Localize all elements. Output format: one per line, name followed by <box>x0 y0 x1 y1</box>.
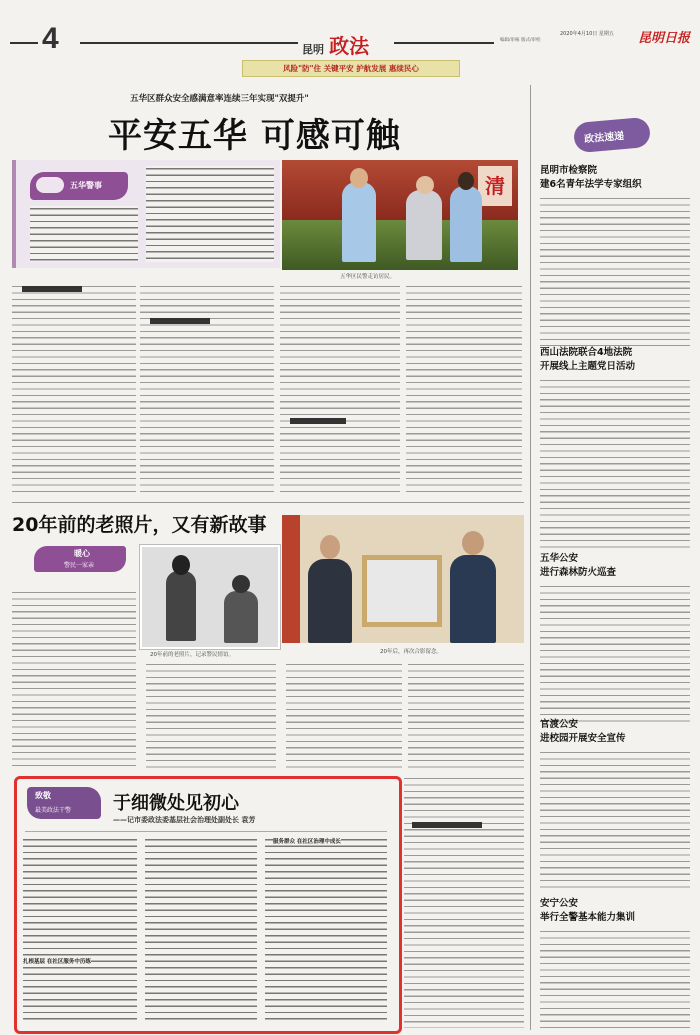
new-photo <box>282 515 524 643</box>
editor-line: 编辑/审核 版式/审校 <box>500 38 541 43</box>
lead-body-col-3 <box>280 284 400 494</box>
masthead-rule-left <box>10 42 38 44</box>
feature-headline: 于细微处见初心 <box>113 793 239 814</box>
photo-story-body-col-2 <box>146 662 276 768</box>
sidebar-story-1-title-a: 昆明市检察院 <box>540 165 598 176</box>
badge-swirl-icon <box>36 177 64 193</box>
new-photo-frame <box>362 555 442 627</box>
sidebar-story-5-body <box>540 929 690 1029</box>
lead-subhead-3 <box>290 418 346 424</box>
section-title: 政法 <box>329 34 370 58</box>
page-number: 4 <box>42 22 59 55</box>
sidebar-story-5-title-a: 安宁公安 <box>540 898 579 909</box>
sidebar-story-4-title-b: 进校园开展安全宣传 <box>540 733 626 744</box>
photo-officer-1-head <box>350 168 368 188</box>
lead-body-col-2 <box>140 284 274 494</box>
old-photo-person-2-head <box>232 575 250 593</box>
lead-intro-box <box>12 160 280 268</box>
photo-elder-head <box>416 176 434 194</box>
sidebar-story-3-body <box>540 584 690 724</box>
section-title-block <box>302 30 369 59</box>
masthead <box>0 0 700 80</box>
lead-badge-text: 五华警事 <box>70 181 102 190</box>
continuation-subhead <box>412 822 482 828</box>
old-photo-person-1 <box>166 571 196 641</box>
lead-intro-text-right <box>146 166 274 262</box>
feature-badge <box>27 787 101 819</box>
feature-body-col-3 <box>265 837 387 1021</box>
old-photo-caption: 20年前的老照片，记录警民情谊。 <box>150 652 234 658</box>
lead-photo <box>282 160 518 270</box>
date-line: 2020年4月10日 星期五 <box>560 31 614 37</box>
new-photo-man-left-head <box>320 535 340 559</box>
sidebar-story-3 <box>540 550 690 724</box>
sidebar-story-1-title-b: 建6名青年法学专家组织 <box>540 179 642 190</box>
sidebar-story-2-title-b: 开展线上主题党日活动 <box>540 361 636 372</box>
photo-officer-1 <box>342 182 376 262</box>
sidebar-story-3-title-a: 五华公安 <box>540 553 579 564</box>
photo-story-badge-text: 暖心 <box>74 549 90 558</box>
photo-story-body-col-3 <box>286 662 402 768</box>
sidebar-divider <box>530 85 531 1030</box>
feature-subsection-a: 扎根基层 在社区服务中历练 <box>23 959 91 965</box>
masthead-rule-mid <box>80 42 298 44</box>
photo-ground <box>282 220 518 270</box>
lead-body-col-1 <box>12 284 136 494</box>
photo-elder <box>406 190 442 260</box>
lead-badge <box>30 172 128 200</box>
feature-body-col-2 <box>145 837 257 1021</box>
sidebar-story-4 <box>540 716 690 890</box>
feature-badge-sub: 最美政法干警 <box>35 807 72 814</box>
lead-kicker: 五华区群众安全感满意率连续三年实现"双提升" <box>130 94 309 104</box>
sidebar-brand-text: 政法速递 <box>583 130 625 146</box>
sidebar-story-3-title-b: 进行森林防火巡查 <box>540 567 617 578</box>
lead-subhead-1 <box>22 286 82 292</box>
sidebar-story-1-body <box>540 196 690 346</box>
old-photo-person-1-head <box>172 555 190 575</box>
lead-photo-caption: 五华区民警走访居民。 <box>340 274 396 280</box>
paper-logo: 昆明日报 <box>638 31 691 46</box>
sidebar-story-2-body <box>540 378 690 548</box>
lead-headline: 平安五华 可感可触 <box>108 116 401 156</box>
sidebar-story-1 <box>540 162 690 346</box>
new-photo-man-right <box>450 555 496 643</box>
lead-subhead-2 <box>150 318 210 324</box>
new-photo-man-right-head <box>462 531 484 555</box>
photo-story-body-col-1 <box>12 590 136 768</box>
sidebar-story-4-body <box>540 750 690 890</box>
feature-rule <box>25 831 387 832</box>
continuation-col-1 <box>404 776 524 1028</box>
photo-sign: 清 <box>478 166 512 206</box>
feature-badge-top: 致敬 <box>35 791 51 800</box>
sidebar-story-5 <box>540 895 690 1029</box>
photo-officer-2 <box>450 186 482 262</box>
photo-story-body-col-4 <box>408 662 524 768</box>
feature-subsection-b: 服务群众 在社区治理中成长 <box>273 839 341 845</box>
lead-intro-text <box>30 206 138 262</box>
section-prefix: 昆明 <box>302 43 324 56</box>
new-photo-caption: 20年后，再次合影留念。 <box>380 649 442 655</box>
sidebar-brand-badge <box>573 117 651 154</box>
sidebar-story-2-title-a: 西山法院联合4地法院 <box>540 347 633 358</box>
sidebar-story-4-title-a: 官渡公安 <box>540 719 579 730</box>
old-photo-person-2 <box>224 591 258 643</box>
photo-story-divider <box>12 502 524 503</box>
photo-story-headline: 20年前的老照片，又有新故事 <box>12 514 267 536</box>
masthead-rule-right <box>394 42 494 44</box>
feature-box <box>14 776 402 1034</box>
sidebar-story-2 <box>540 344 690 548</box>
photo-story-badge-sub: 警民一家亲 <box>64 562 95 569</box>
lead-body-col-4 <box>406 284 522 494</box>
sidebar-story-5-title-b: 举行全警基本能力集训 <box>540 912 636 923</box>
new-photo-man-left <box>308 559 352 643</box>
photo-story-badge <box>34 546 126 572</box>
slogan-banner: 风险"防"住 关键平安 护航发展 惠续民心 <box>242 60 460 77</box>
feature-subhead: ——记市委政法委基层社会治理处副处长 袁芳 <box>113 816 256 824</box>
photo-officer-2-head <box>458 172 474 190</box>
old-photo <box>140 545 280 649</box>
feature-body-col-1 <box>23 837 137 1021</box>
